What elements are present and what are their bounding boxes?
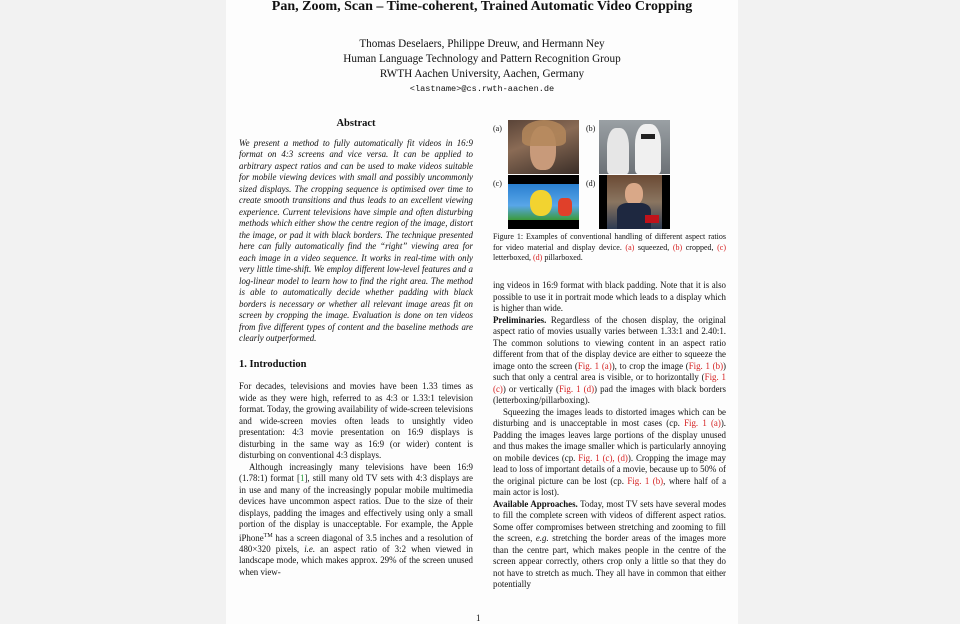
ie-abbrev: i.e.: [304, 543, 316, 554]
figure-image-cropped: [599, 120, 670, 174]
cartoon-frame: [508, 184, 579, 220]
squeezing-paragraph: [493, 407, 726, 499]
prelim-text-b: ), to crop the image (: [611, 360, 689, 371]
fig-ref-b[interactable]: Fig. 1 (b): [688, 360, 724, 371]
available-approaches-heading: Available Approaches.: [493, 498, 578, 509]
trooper-right: [635, 124, 661, 174]
prelim-text-c: ) such that only a central area is visible, or to horizontally (: [493, 360, 726, 382]
caption-text: Figure 1: Examples of conventional handling of different aspect ratios for video material and display device.: [493, 232, 726, 252]
figure-label-d: (d): [586, 179, 596, 188]
squeeze-ref-cd[interactable]: Fig. 1 (c), (d): [578, 452, 628, 463]
caption-ref-b[interactable]: (b): [672, 242, 683, 252]
right-column: [493, 280, 726, 591]
caption-text-b: cropped,: [682, 242, 718, 252]
avail-text-a: Today, most TV sets have several modes to fill the complete screen with videos of different aspect ratios. Some offer compromises between stretching and zooming to fill the screen,: [493, 498, 727, 543]
prelim-text-e: ) pad the images with black borders (letterboxing/pillarboxing).: [493, 383, 726, 405]
fig-ref-a[interactable]: Fig. 1 (a): [577, 360, 612, 371]
intro-text-c: has a screen diagonal of 3.5 inches and a resolution of 480×320 pixels,: [239, 532, 473, 554]
affiliation: Human Language Technology and Pattern Recognition Group: [343, 53, 621, 65]
author-names: Thomas Deselaers, Philippe Dreuw, and Hermann Ney: [359, 38, 605, 50]
squeeze-text-d: , where half of a main actor is lost).: [493, 475, 727, 497]
prelim-text-d: ) or vertically (: [502, 383, 559, 394]
paper-page: [226, 0, 738, 624]
figure-image-letterboxed: [508, 175, 579, 229]
caption-text-a: squeezed,: [634, 242, 673, 252]
university: RWTH Aachen University, Aachen, Germany: [379, 68, 585, 80]
squeeze-ref-a[interactable]: Fig. 1 (a): [684, 418, 721, 428]
figure-image-squeezed: [508, 120, 579, 174]
paper-title: Pan, Zoom, Scan – Time-coherent, Trained Automatic Video Cropping: [271, 0, 693, 14]
cartoon-head: [530, 190, 552, 216]
intro-paragraph-2: [239, 462, 473, 579]
left-column: [239, 118, 473, 578]
abstract-text: We present a method to fully automatically fit videos in 16:9 format on 4:3 screens and vice versa. It can be applied to arbitrary aspect ratios and can be used to make videos suitable for mobile viewing devices with small and possibly uncommonly sized displays. The cropping sequence is optimised over time to create smooth transitions and thus leads to an excellent viewing experience. Current televisions have simple and often disturbing methods which either show the centre region of the image, distort the image, or pad it with black borders. The technique presented here can fully automatically find the “right” viewing area for each image in a video sequence. It works in real-time with only very little time-shift. We employ different low-level features and a log-linear model to learn how to find the right area. The method is able to automatically decide whether padding with black borders is necessary or whether all relevant image areas fit on screen by cropping the image. Evaluation is done on ten videos from five different types of content and the baseline methods are clearly outperformed.: [239, 137, 473, 343]
fig-ref-d[interactable]: Fig. 1 (d): [558, 383, 595, 394]
page-number: 1: [476, 613, 481, 623]
hair-shape: [522, 120, 566, 146]
prelim-text-a: Regardless of the chosen display, the original aspect ratio of movies usually varies between 1.33:1 and 2.40:1. The common solutions to viewing content in an aspect ratio different from that of the display device are either to squeeze the image onto the screen (: [493, 314, 726, 371]
squeeze-text-a: Squeezing the images leads to distorted images which can be disturbing and is unacceptable in most cases (cp.: [493, 406, 726, 428]
intro-text-b: ], still many old TV sets with 4:3 displays are in use and many of the increasingly popular mobile multimedia devices have uncommon aspect ratios. Due to the size of their displays, padding the images and effectively using only a small portion of the display is unacceptable. For example, the Apple iPhone: [239, 473, 473, 543]
caption-ref-c[interactable]: (c): [717, 242, 727, 252]
squeeze-text-b: ). Padding the images leaves large portions of the display unused and thus makes the image smaller which is particularly annoying on mobile devices (cp.: [493, 418, 726, 463]
caption-text-d: pillarboxed.: [542, 253, 583, 262]
intro-text-a: Although increasingly many televisions have been 16:9 (1.78:1) format [: [239, 461, 473, 483]
author-email: <lastname>@cs.rwth-aachen.de: [409, 84, 555, 94]
avail-text-b: stretching the border areas of the images more than the centre part, which makes people in the centre of the screen appear correctly, others crop only a little so that they do not have to stretch as much. They all have in common that either potentially: [493, 533, 727, 589]
figure-label-c: (c): [493, 179, 502, 188]
channel-logo: [645, 215, 659, 223]
trooper-left: [607, 128, 629, 174]
caption-ref-d[interactable]: (d): [532, 253, 543, 262]
eg-abbrev: e.g.: [535, 533, 549, 543]
citation-link[interactable]: 1: [300, 473, 305, 483]
trademark: TM: [263, 532, 273, 539]
cartoon-figure: [558, 198, 572, 216]
figure-1: [493, 118, 726, 268]
news-frame: [607, 175, 662, 229]
figure-label-b: (b): [586, 124, 596, 133]
available-approaches-paragraph: [493, 499, 726, 591]
figure-image-pillarboxed: [599, 175, 670, 229]
intro-paragraph-1: For decades, televisions and movies have been 1.33 times as wide as they were high, referred to as 4:3 or 1.33:1 television format. Today, the growing availability of wide-screen televisions and wide-screen movies often leads to unsightly video presentation: 4:3 movie presentation on 16:9 displays is disturbing in the same way as 16:9 (or wider) content is disturbing on conventional 4:3 displays.: [239, 381, 473, 460]
caption-text-c: letterboxed,: [493, 253, 533, 262]
intro-heading: 1. Introduction: [239, 358, 307, 370]
right-paragraph-1: ing videos in 16:9 format with black padding. Note that it is also possible to use it in portrait mode which leads to a display which is higher than wide.: [493, 280, 726, 313]
anchor-face: [625, 183, 643, 205]
author-block: [226, 37, 738, 96]
fig-ref-c[interactable]: Fig. 1 (c): [493, 372, 726, 394]
figure-caption: [493, 232, 726, 264]
intro-text-d: an aspect ratio of 3:2 when viewed in landscape mode, which makes approx. 29% of the screen unused when view-: [239, 543, 473, 577]
abstract-heading: Abstract: [336, 118, 376, 129]
squeeze-ref-b[interactable]: Fig. 1 (b): [627, 475, 664, 486]
caption-ref-a[interactable]: (a): [625, 242, 635, 252]
figure-label-a: (a): [493, 124, 502, 133]
preliminaries-heading: Preliminaries.: [493, 314, 547, 325]
visor: [641, 134, 655, 139]
squeeze-text-c: ). Cropping the image may lead to loss of important details of a movie, because up to 50% of the original picture can be lost (cp.: [493, 452, 726, 486]
preliminaries-paragraph: [493, 315, 726, 407]
